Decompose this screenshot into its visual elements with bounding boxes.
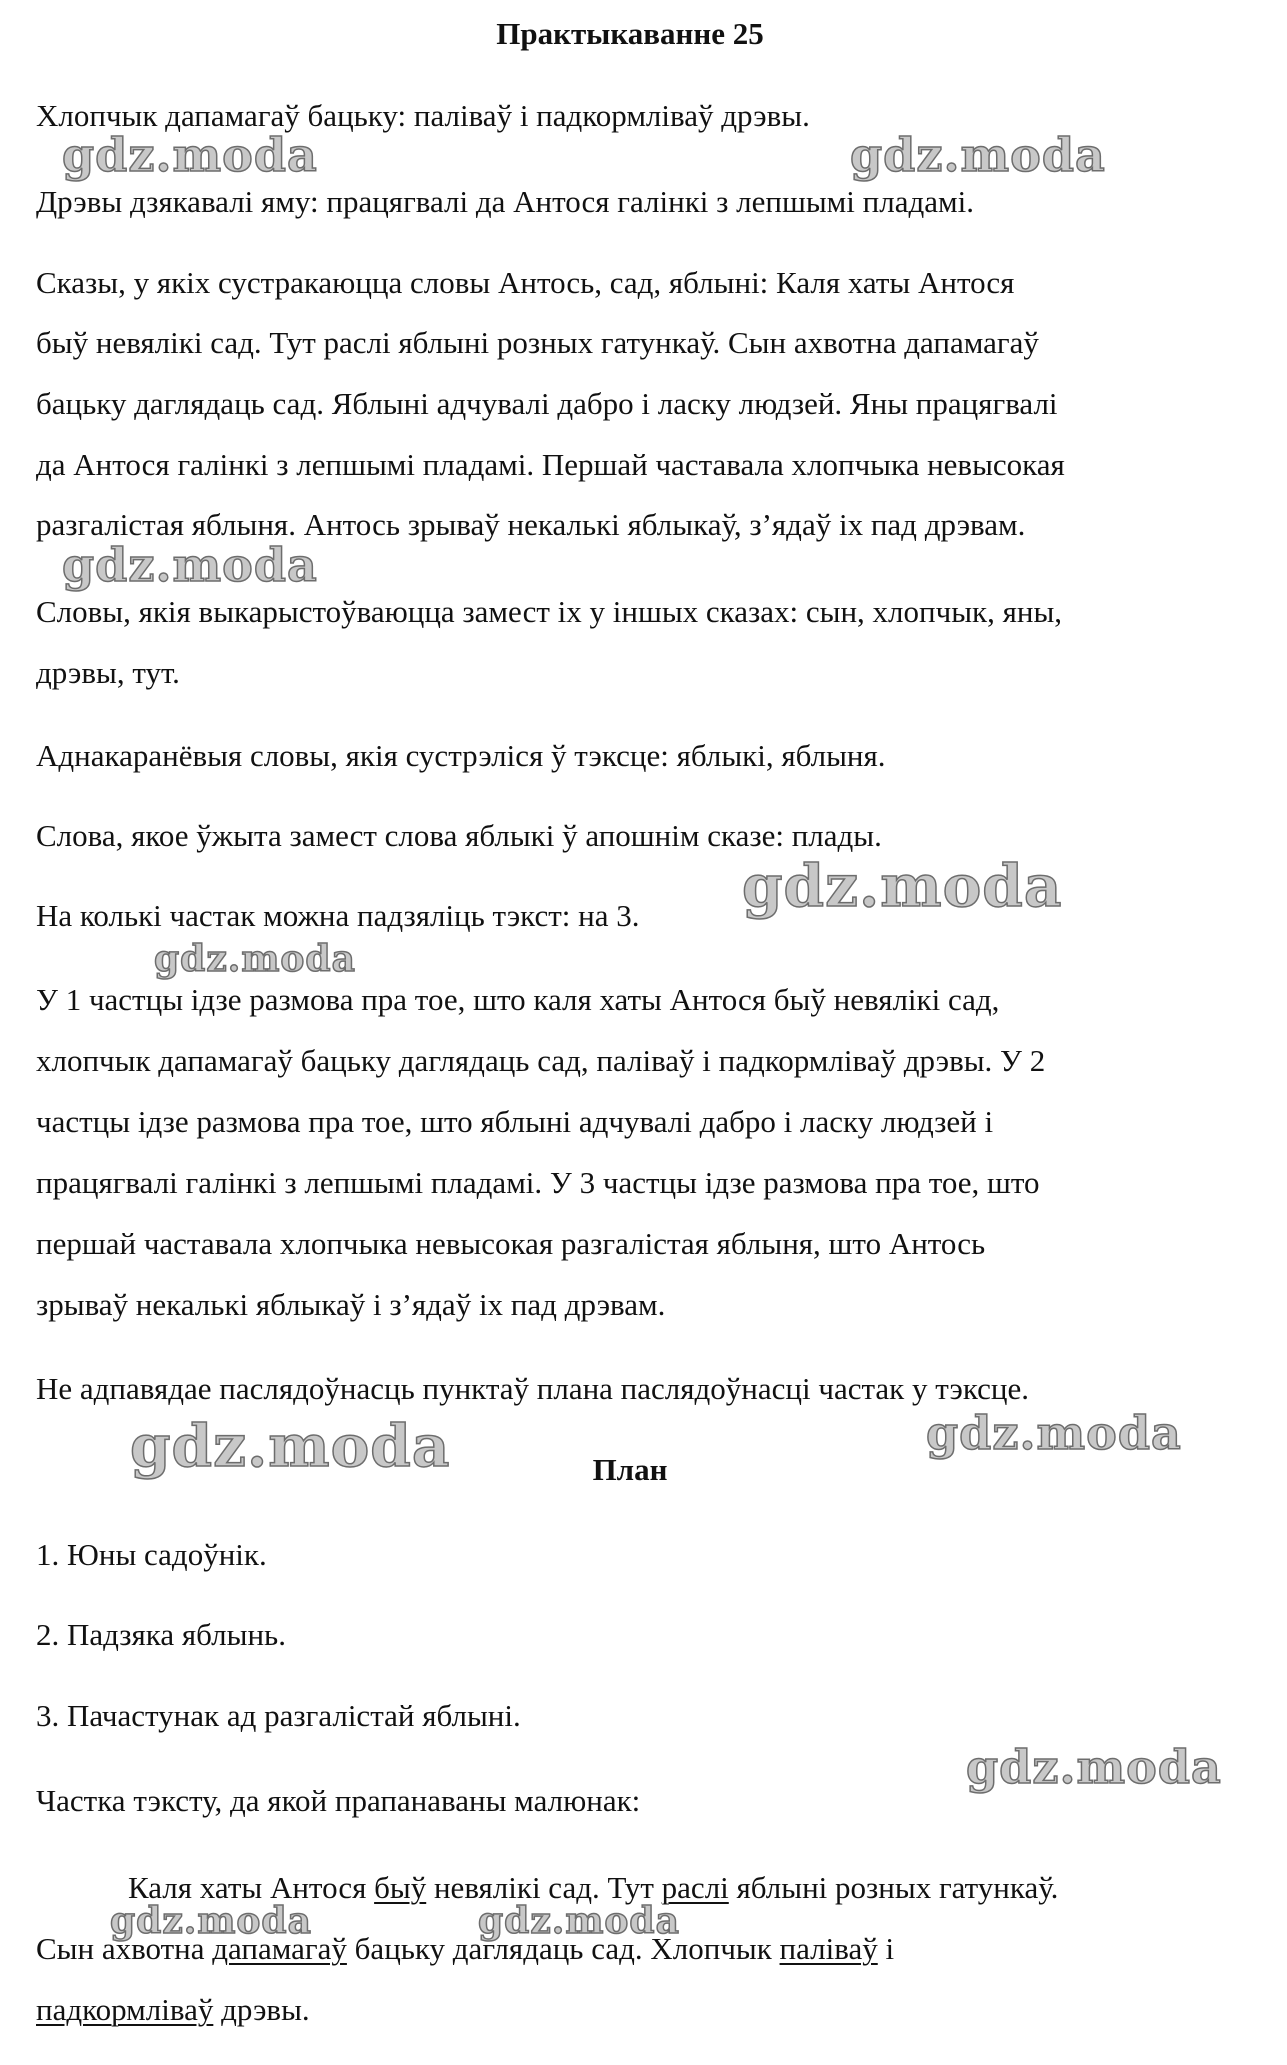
- watermark: gdz.moda: [926, 1406, 1182, 1460]
- substitute-line: Слова, якое ўжыта замест слова яблыкі ў апошнім сказе: плады.: [36, 818, 882, 853]
- text-fragment: Сын ахвотна: [36, 1931, 213, 1966]
- parts-line-4: працягвалі галінкі з лепшымі пладамі. У 3 частцы ідзе размова пра тое, што: [36, 1165, 1040, 1200]
- underlined-word: раслі: [661, 1870, 729, 1905]
- parts-count-line: На колькі частак можна падзяліць тэкст: на 3.: [36, 898, 640, 933]
- parts-line-6: зрываў некалькі яблыкаў і з’ядаў іх пад дрэвам.: [36, 1287, 666, 1322]
- underlined-word: дапамагаў: [212, 1931, 347, 1966]
- intro-line-2: Дрэвы дзякавалі яму: працягвалі да Антося галінкі з лепшымі пладамі.: [36, 184, 974, 219]
- intro-line-1: Хлопчык дапамагаў бацьку: паліваў і падкормліваў дрэвы.: [36, 98, 810, 133]
- sentences-line-5: разгалістая яблыня. Антось зрываў некалькі яблыкаў, з’ядаў іх пад дрэвам.: [36, 507, 1026, 542]
- picture-part-line: Частка тэксту, да якой прапанаваны малюнак:: [36, 1783, 641, 1818]
- sentences-line-4: да Антося галінкі з лепшымі пладамі. Першай частавала хлопчыка невысокая: [36, 447, 1065, 482]
- plan-title: План: [592, 1452, 668, 1487]
- text-fragment: бацьку даглядаць сад. Хлопчык: [346, 1931, 780, 1966]
- underlined-word: падкормліваў: [36, 1992, 214, 2027]
- page-title: Практыкаванне 25: [496, 16, 764, 51]
- text-fragment: дрэвы.: [213, 1992, 310, 2027]
- watermark: gdz.moda: [62, 538, 318, 592]
- watermark: gdz.moda: [154, 938, 356, 980]
- watermark: gdz.moda: [966, 1740, 1222, 1794]
- plan-item-3: 3. Пачастунак ад разгалістай яблыні.: [36, 1698, 521, 1733]
- parts-line-1: У 1 частцы ідзе размова пра тое, што каля хаты Антося быў невялікі сад,: [36, 982, 1000, 1017]
- parts-line-5: першай частавала хлопчыка невысокая разгалістая яблыня, што Антось: [36, 1226, 986, 1261]
- text-fragment: Каля хаты Антося: [128, 1870, 375, 1905]
- parts-line-2: хлопчык дапамагаў бацьку даглядаць сад, паліваў і падкормліваў дрэвы. У 2: [36, 1043, 1046, 1078]
- watermark: gdz.moda: [478, 1900, 680, 1942]
- text-fragment: невялікі сад. Тут: [426, 1870, 662, 1905]
- sentences-line-1: Сказы, у якіх сустракаюцца словы Антось, сад, яблыні: Каля хаты Антося: [36, 265, 1015, 300]
- underlined-word: паліваў: [779, 1931, 878, 1966]
- watermark: gdz.moda: [850, 128, 1106, 182]
- final-paragraph-line-1: [128, 1870, 1058, 1906]
- replacements-line-1: Словы, якія выкарыстоўваюцца замест іх у іншых сказах: сын, хлопчык, яны,: [36, 594, 1063, 629]
- final-paragraph-line-3: [36, 1992, 310, 2028]
- parts-line-3: частцы ідзе размова пра тое, што яблыні адчувалі дабро і ласку людзей і: [36, 1104, 994, 1139]
- sentences-line-3: бацьку даглядаць сад. Яблыні адчувалі дабро і ласку людзей. Яны працягвалі: [36, 386, 1058, 421]
- watermark: gdz.moda: [742, 852, 1063, 920]
- cognates-line: Аднакаранёвыя словы, якія сустрэліся ў тэксце: яблыкі, яблыня.: [36, 738, 886, 773]
- plan-item-1: 1. Юны садоўнік.: [36, 1537, 267, 1572]
- final-paragraph-line-2: [36, 1931, 894, 1967]
- watermark: gdz.moda: [62, 128, 318, 182]
- replacements-line-2: дрэвы, тут.: [36, 655, 180, 690]
- underlined-word: быў: [374, 1870, 427, 1905]
- watermark: gdz.moda: [110, 1900, 312, 1942]
- text-fragment: яблыні розных гатункаў.: [728, 1870, 1059, 1905]
- text-fragment: і: [877, 1931, 895, 1966]
- watermark: gdz.moda: [130, 1412, 451, 1480]
- sentences-line-2: быў невялікі сад. Тут раслі яблыні розных гатункаў. Сын ахвотна дапамагаў: [36, 325, 1039, 360]
- mismatch-line: Не адпавядае паслядоўнасць пунктаў плана паслядоўнасці частак у тэксце.: [36, 1371, 1029, 1406]
- plan-item-2: 2. Падзяка яблынь.: [36, 1617, 286, 1652]
